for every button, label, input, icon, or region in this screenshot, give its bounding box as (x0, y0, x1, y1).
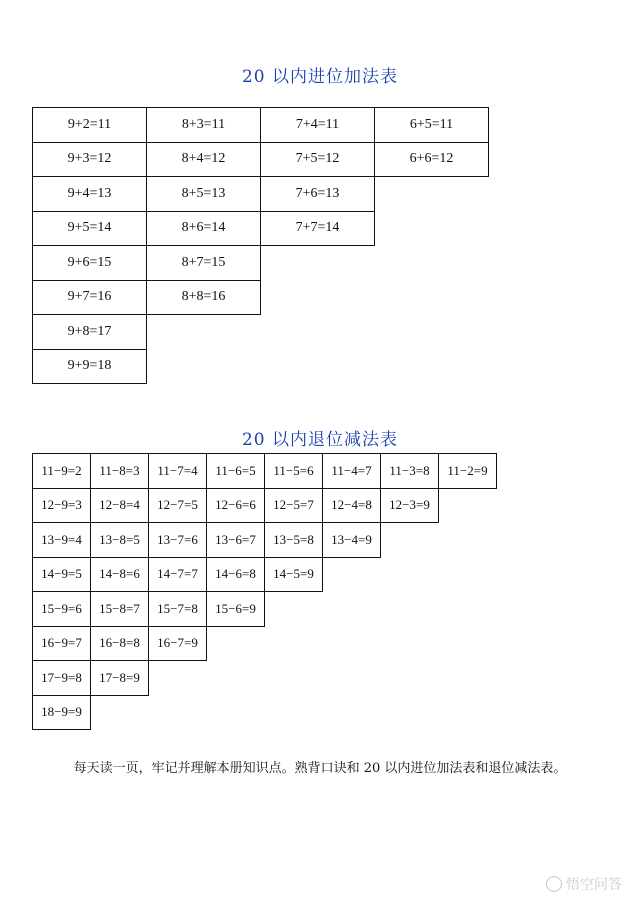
empty-cell (439, 592, 497, 627)
empty-cell (375, 211, 489, 246)
empty-cell (207, 661, 265, 696)
table-row (33, 557, 497, 592)
equation-cell: 8+6=14 (147, 211, 261, 246)
table-row (33, 211, 489, 246)
empty-cell (375, 246, 489, 281)
equation-cell: 13−5=8 (265, 523, 323, 558)
equation-cell: 12−5=7 (265, 488, 323, 523)
equation-cell: 9+6=15 (33, 246, 147, 281)
empty-cell (265, 695, 323, 730)
equation-cell: 14−5=9 (265, 557, 323, 592)
equation-cell: 13−8=5 (91, 523, 149, 558)
equation-cell: 12−6=6 (207, 488, 265, 523)
equation-cell: 11−5=6 (265, 454, 323, 489)
equation-cell: 12−8=4 (91, 488, 149, 523)
empty-cell (381, 626, 439, 661)
table-row (33, 523, 497, 558)
empty-cell (439, 626, 497, 661)
table-row (33, 108, 489, 143)
equation-cell: 13−6=7 (207, 523, 265, 558)
equation-cell: 13−7=6 (149, 523, 207, 558)
wukong-logo-icon (546, 876, 562, 892)
equation-cell: 7+6=13 (261, 177, 375, 212)
table-row (33, 592, 497, 627)
equation-cell: 11−9=2 (33, 454, 91, 489)
empty-cell (439, 523, 497, 558)
empty-cell (91, 695, 149, 730)
table-row (33, 488, 497, 523)
empty-cell (381, 695, 439, 730)
empty-cell (265, 592, 323, 627)
equation-cell: 14−6=8 (207, 557, 265, 592)
empty-cell (261, 280, 375, 315)
empty-cell (149, 695, 207, 730)
equation-cell: 6+6=12 (375, 142, 489, 177)
empty-cell (323, 592, 381, 627)
equation-cell: 8+3=11 (147, 108, 261, 143)
equation-cell: 8+4=12 (147, 142, 261, 177)
equation-cell: 12−3=9 (381, 488, 439, 523)
equation-cell: 8+5=13 (147, 177, 261, 212)
equation-cell: 14−9=5 (33, 557, 91, 592)
empty-cell (381, 557, 439, 592)
equation-cell: 12−9=3 (33, 488, 91, 523)
subtraction-table-title: 20 以内退位减法表 (241, 430, 399, 450)
watermark (546, 874, 622, 894)
equation-cell: 14−7=7 (149, 557, 207, 592)
equation-cell: 15−9=6 (33, 592, 91, 627)
empty-cell (375, 280, 489, 315)
empty-cell (147, 315, 261, 350)
equation-cell: 7+4=11 (261, 108, 375, 143)
equation-cell: 9+4=13 (33, 177, 147, 212)
equation-cell: 9+3=12 (33, 142, 147, 177)
equation-cell: 14−8=6 (91, 557, 149, 592)
empty-cell (381, 592, 439, 627)
empty-cell (207, 695, 265, 730)
equation-cell: 9+9=18 (33, 349, 147, 384)
addition-table-title: 20 以内进位加法表 (241, 67, 399, 87)
empty-cell (261, 349, 375, 384)
equation-cell: 16−8=8 (91, 626, 149, 661)
empty-cell (207, 626, 265, 661)
equation-cell: 11−2=9 (439, 454, 497, 489)
empty-cell (265, 661, 323, 696)
equation-cell: 16−9=7 (33, 626, 91, 661)
watermark-text: 悟空问答 (566, 877, 622, 893)
equation-cell: 9+2=11 (33, 108, 147, 143)
empty-cell (323, 695, 381, 730)
study-note: 每天读一页，牢记并理解本册知识点。熟背口诀和 20 以内进位加法表和退位减法表。 (73, 761, 567, 776)
empty-cell (439, 557, 497, 592)
equation-cell: 8+7=15 (147, 246, 261, 281)
table-row (33, 661, 497, 696)
table-row (33, 246, 489, 281)
empty-cell (381, 523, 439, 558)
equation-cell: 17−8=9 (91, 661, 149, 696)
empty-cell (439, 661, 497, 696)
equation-cell: 12−4=8 (323, 488, 381, 523)
subtraction-table (32, 453, 497, 730)
equation-cell: 18−9=9 (33, 695, 91, 730)
empty-cell (439, 488, 497, 523)
equation-cell: 11−6=5 (207, 454, 265, 489)
equation-cell: 13−4=9 (323, 523, 381, 558)
equation-cell: 7+7=14 (261, 211, 375, 246)
table-row (33, 177, 489, 212)
equation-cell: 8+8=16 (147, 280, 261, 315)
equation-cell: 12−7=5 (149, 488, 207, 523)
equation-cell: 15−7=8 (149, 592, 207, 627)
empty-cell (375, 315, 489, 350)
equation-cell: 7+5=12 (261, 142, 375, 177)
equation-cell: 11−4=7 (323, 454, 381, 489)
table-row (33, 142, 489, 177)
equation-cell: 16−7=9 (149, 626, 207, 661)
table-row (33, 626, 497, 661)
equation-cell: 9+7=16 (33, 280, 147, 315)
empty-cell (261, 315, 375, 350)
table-row (33, 695, 497, 730)
empty-cell (147, 349, 261, 384)
empty-cell (375, 349, 489, 384)
equation-cell: 9+8=17 (33, 315, 147, 350)
equation-cell: 15−6=9 (207, 592, 265, 627)
equation-cell: 11−3=8 (381, 454, 439, 489)
equation-cell: 11−8=3 (91, 454, 149, 489)
empty-cell (265, 626, 323, 661)
equation-cell: 9+5=14 (33, 211, 147, 246)
empty-cell (375, 177, 489, 212)
empty-cell (381, 661, 439, 696)
equation-cell: 13−9=4 (33, 523, 91, 558)
table-row (33, 349, 489, 384)
equation-cell: 17−9=8 (33, 661, 91, 696)
addition-table (32, 107, 489, 384)
empty-cell (261, 246, 375, 281)
empty-cell (323, 557, 381, 592)
table-row (33, 280, 489, 315)
empty-cell (323, 661, 381, 696)
equation-cell: 15−8=7 (91, 592, 149, 627)
empty-cell (149, 661, 207, 696)
equation-cell: 11−7=4 (149, 454, 207, 489)
equation-cell: 6+5=11 (375, 108, 489, 143)
table-row (33, 454, 497, 489)
empty-cell (323, 626, 381, 661)
empty-cell (439, 695, 497, 730)
table-row (33, 315, 489, 350)
